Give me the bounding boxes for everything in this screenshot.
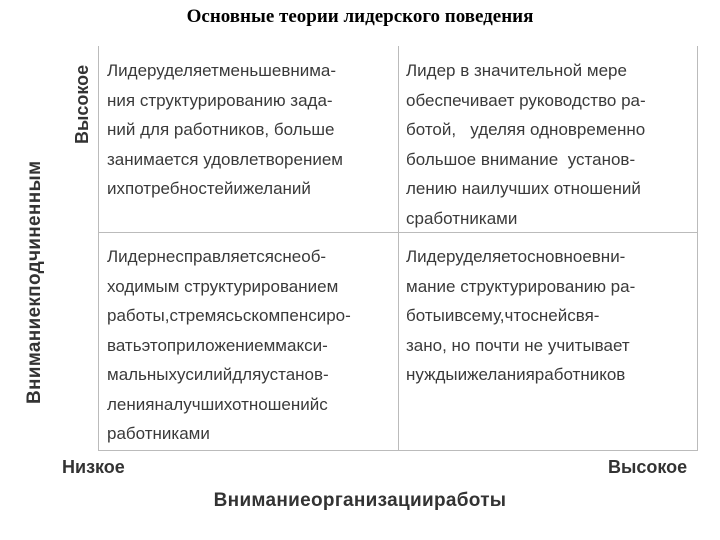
quadrant-text-line: лению наилучших отношений: [406, 179, 641, 198]
quadrant-text-line: большое внимание установ-: [406, 149, 636, 169]
page-title: Основные теории лидерского поведения: [186, 6, 534, 27]
x-axis-low-label: Низкое: [62, 457, 125, 477]
quadrant-text-line: ботой, уделяя одновременно: [406, 120, 646, 139]
quadrant-text-line: ватьэтоприложениеммакси-: [107, 335, 328, 355]
quadrant-text-line: мальныхусилийдляустанов-: [107, 365, 329, 384]
quadrant-text-line: работниками: [107, 424, 210, 443]
quadrant-bottom-right: [406, 242, 691, 390]
quadrant-bottom-left: [107, 242, 397, 449]
quadrant-text-line: Лидеруделяетосновноевни-: [406, 247, 626, 266]
vertical-divider: [398, 46, 399, 450]
y-axis-label: Вниманиекподчиненным: [24, 160, 45, 404]
quadrant-text-line: обеспечивает руководство ра-: [406, 90, 646, 110]
quadrant-text-line: работы,стремясьскомпенсиро-: [107, 306, 351, 325]
quadrant-text-line: мание структурированию ра-: [406, 276, 636, 296]
quadrant-top-right: [406, 56, 691, 233]
quadrant-text-line: ботыивсему,чтоснейсвя-: [406, 306, 600, 325]
quadrant-top-left: [107, 56, 397, 204]
quadrant-text-line: ленияналучшихотношенийс: [107, 394, 328, 414]
quadrant-text-line: Лидернесправляетсяснеоб-: [107, 247, 327, 266]
quadrant-text-line: Лидеруделяетменьшевнима-: [107, 61, 337, 80]
x-axis-label: Вниманиеорганизацииработы: [213, 490, 507, 511]
quadrant-text-line: зано, но почти не учитывает: [406, 335, 630, 355]
x-axis-high-label: Высокое: [608, 457, 688, 477]
quadrant-text-line: ихпотребностейижеланий: [107, 179, 311, 198]
quadrant-text-line: Лидер в значительной мере: [406, 61, 627, 80]
quadrant-text-line: сработниками: [406, 208, 518, 228]
quadrant-text-line: ходимым структурированием: [107, 276, 339, 296]
quadrant-text-line: ния структурированию зада-: [107, 90, 333, 110]
quadrant-text-line: ний для работников, больше: [107, 120, 335, 139]
quadrant-text-line: нуждыижеланияработников: [406, 365, 626, 384]
y-axis-high-label: Высокое: [72, 64, 92, 144]
behavior-grid: [98, 46, 698, 451]
quadrant-text-line: занимается удовлетворением: [107, 149, 343, 169]
